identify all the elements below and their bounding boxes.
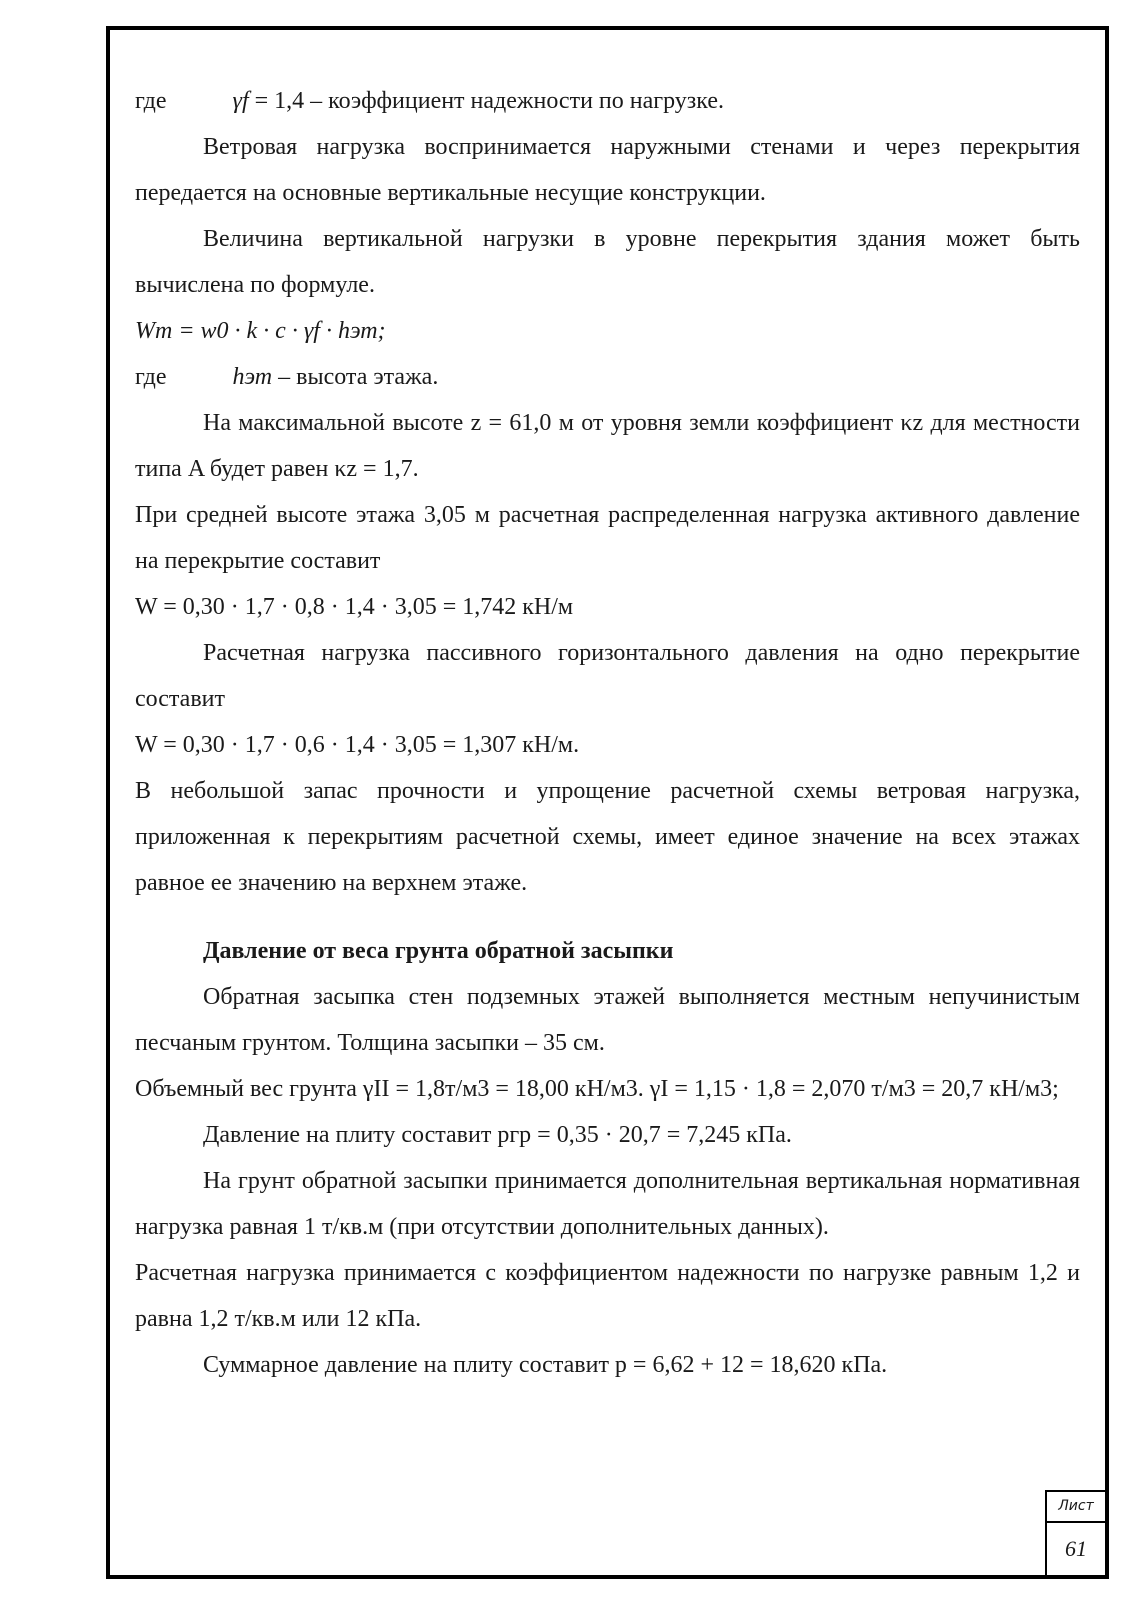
definition-h-floor [135, 354, 1080, 400]
formula-wm: Wm = w0 · k · c · γf · hэт; [135, 318, 386, 344]
sheet-label: Лист [1045, 1490, 1105, 1523]
paragraph-active-pressure: При средней высоте этажа 3,05 м расчетная распределенная нагрузка активного давление на перекрытие составит [135, 502, 1080, 574]
paragraph-total-pressure: Суммарное давление на плиту составит p = 6,62 + 12 = 18,620 кПа. [203, 1352, 888, 1378]
h-floor-symbol: hэт [232, 364, 273, 390]
gamma-f-text: = 1,4 – коэффициент надежности по нагрузке. [248, 88, 724, 114]
where-label-2: где [135, 364, 167, 390]
paragraph-vertical-load: Величина вертикальной нагрузки в уровне перекрытия здания может быть вычислена по формуле. [135, 226, 1080, 298]
where-label: где [135, 88, 167, 114]
sheet-number: 61 [1045, 1521, 1105, 1577]
paragraph-safety-margin: В небольшой запас прочности и упрощение расчетной схемы ветровая нагрузка, приложенная к перекрытиям расчетной схемы, имеет единое значение на всех этажах равное ее значению на верхнем этаже. [135, 778, 1080, 896]
paragraph-soil-weight: Объемный вес грунта γII = 1,8т/м3 = 18,00 кН/м3. γI = 1,15 · 1,8 = 2,070 т/м3 = 20,7 кН/м3; [135, 1076, 1059, 1102]
paragraph-additional-load: На грунт обратной засыпки принимается дополнительная вертикальная нормативная нагрузка равная 1 т/кв.м (при отсутствии дополнительных данных). [135, 1168, 1080, 1240]
paragraph-design-load: Расчетная нагрузка принимается с коэффициентом надежности по нагрузке равным 1,2 и равна 1,2 т/кв.м или 12 кПа. [135, 1260, 1080, 1332]
paragraph-slab-pressure: Давление на плиту составит pгр = 0,35 · 20,7 = 7,245 кПа. [203, 1122, 792, 1148]
h-floor-text: – высота этажа. [272, 364, 439, 390]
definition-gamma-f [135, 78, 1080, 124]
document-body [135, 78, 1080, 1388]
paragraph-wind-load: Ветровая нагрузка воспринимается наружными стенами и через перекрытия передается на основные вертикальные несущие конструкции. [135, 134, 1080, 206]
gamma-f-symbol: γf [232, 88, 249, 114]
paragraph-backfill: Обратная засыпка стен подземных этажей выполняется местным непучинистым песчаным грунтом. Толщина засыпки – 35 см. [135, 984, 1080, 1056]
section-heading: Давление от веса грунта обратной засыпки [203, 938, 674, 964]
paragraph-max-height: На максимальной высоте z = 61,0 м от уровня земли коэффициент κz для местности типа A будет равен κz = 1,7. [135, 410, 1080, 482]
sheet-number-box [1045, 1490, 1105, 1577]
formula-passive: W = 0,30 · 1,7 · 0,6 · 1,4 · 3,05 = 1,307 кН/м. [135, 732, 580, 758]
section-gap [135, 906, 1080, 928]
paragraph-passive-pressure: Расчетная нагрузка пассивного горизонтального давления на одно перекрытие составит [135, 640, 1080, 712]
formula-active: W = 0,30 · 1,7 · 0,8 · 1,4 · 3,05 = 1,742 кН/м [135, 594, 574, 620]
